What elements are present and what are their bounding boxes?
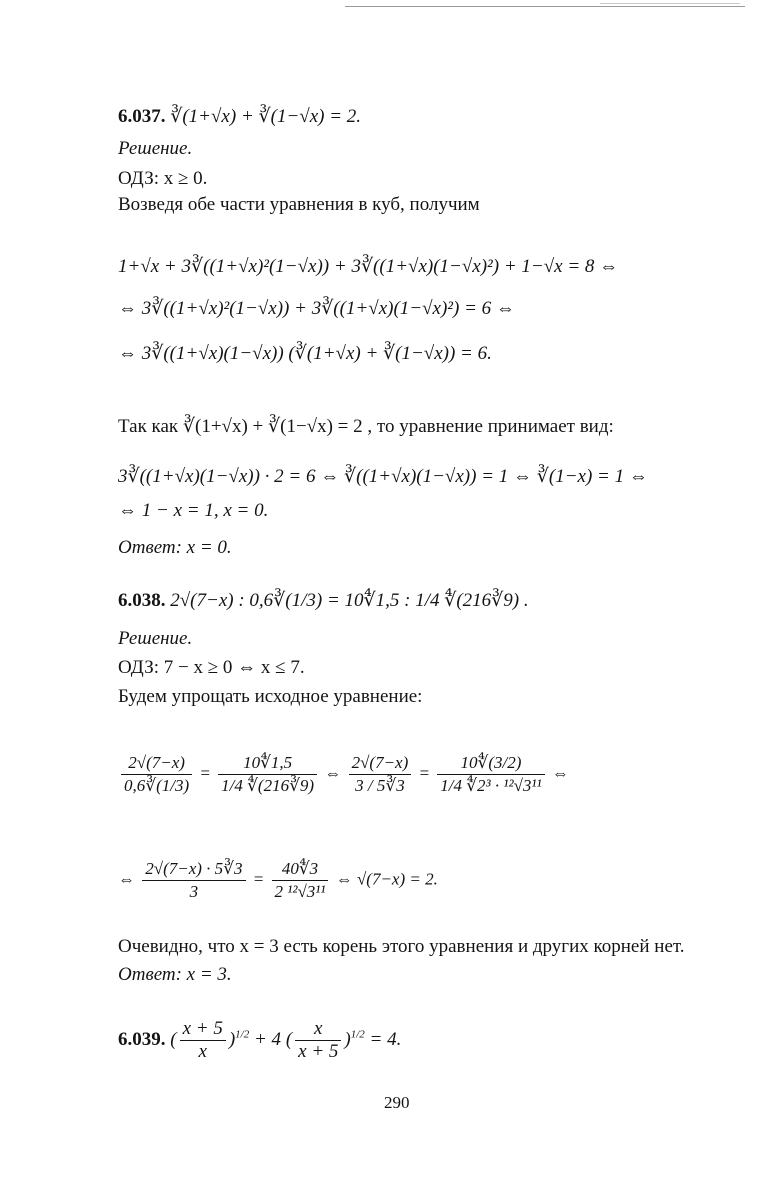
problem-6037-statement <box>118 106 361 128</box>
equivalence-sign: ⇔ <box>324 763 342 783</box>
problem-6038-odz: ОДЗ: 7 − x ≥ 0 ⇔ x ≤ 7. <box>118 657 305 678</box>
fraction-8-denominator: x + 5 <box>295 1040 341 1063</box>
equals-sign: = <box>252 869 265 889</box>
equals-sign: = <box>418 763 430 783</box>
problem-6037-step3: ⇔ 3∛((1+√x)(1−√x)) (∛(1+√x) + ∛(1−√x)) = 6. <box>118 343 492 364</box>
problem-6037-answer-label: Ответ: <box>118 537 182 558</box>
fraction-8-numerator: x <box>314 1018 323 1039</box>
equivalence-sign: ⇔ <box>118 869 135 889</box>
fraction-2-denominator: 1/4 ∜(216∛9) <box>218 774 317 797</box>
fraction-7-numerator: x + 5 <box>182 1018 223 1039</box>
problem-6037-answer-value: x = 0. <box>186 537 232 558</box>
fraction-7 <box>180 1018 226 1063</box>
fraction-6 <box>272 858 329 903</box>
problem-6039-rhs: = 4. <box>369 1028 402 1050</box>
problem-6038-result: √(7−x) = 2. <box>356 869 438 889</box>
fraction-4-denominator: 1/4 ∜2³ · ¹²√3¹¹ <box>437 774 544 797</box>
problem-6038-intro: Будем упрощать исходное уравнение: <box>118 686 423 707</box>
problem-6039-statement <box>118 1018 401 1063</box>
problem-6039-label: 6.039. <box>118 1028 166 1050</box>
equals-sign: = <box>199 763 211 783</box>
problem-6037-step5: ⇔ 1 − x = 1, x = 0. <box>118 500 269 521</box>
fraction-7-denominator: x <box>180 1040 226 1063</box>
problem-6037-answer <box>118 537 232 559</box>
fraction-6-numerator: 40∜3 <box>281 859 319 878</box>
fraction-2 <box>218 752 317 797</box>
equivalence-sign: ⇔ <box>551 763 569 783</box>
fraction-1 <box>121 752 192 797</box>
plus-four: + 4 <box>253 1028 282 1050</box>
problem-6037-intro: Возведя обе части уравнения в куб, получим <box>118 194 480 215</box>
problem-6037-step4: 3∛((1+√x)(1−√x)) · 2 = 6 ⇔ ∛((1+√x)(1−√x)) = 1 ⇔ ∛(1−x) = 1 ⇔ <box>118 466 648 487</box>
fraction-3-denominator: 3 / 5∛3 <box>349 774 412 797</box>
problem-6037-step2: ⇔ 3∛((1+√x)²(1−√x)) + 3∛((1+√x)(1−√x)²) = 6 ⇔ <box>118 298 515 319</box>
fraction-5-numerator: 2√(7−x) · 5∛3 <box>145 859 243 878</box>
fraction-8 <box>295 1018 341 1063</box>
top-rule-short <box>600 3 740 4</box>
problem-6038-answer-value: x = 3. <box>186 964 232 985</box>
exponent-1: 1/2 <box>235 1028 250 1041</box>
fraction-1-denominator: 0,6∛(1/3) <box>121 774 192 797</box>
fraction-5 <box>142 858 245 903</box>
problem-6037-solution-label: Решение. <box>118 138 193 159</box>
fraction-4-numerator: 10∜(3/2) <box>460 753 522 772</box>
problem-6038-fraction-row-1 <box>118 752 569 797</box>
fraction-6-denominator: 2 ¹²√3¹¹ <box>272 880 329 903</box>
problem-6038-statement <box>118 590 529 612</box>
fraction-3-numerator: 2√(7−x) <box>351 753 409 772</box>
fraction-5-denominator: 3 <box>142 880 245 903</box>
equivalence-sign: ⇔ <box>335 869 353 889</box>
fraction-1-numerator: 2√(7−x) <box>128 753 185 772</box>
problem-6038-obvious: Очевидно, что x = 3 есть корень этого уравнения и других корней нет. <box>118 936 685 957</box>
problem-6037-odz: ОДЗ: x ≥ 0. <box>118 168 208 189</box>
problem-6038-label: 6.038. <box>118 590 166 611</box>
problem-6037-equation: ∛(1+√x) + ∛(1−√x) = 2. <box>170 106 362 127</box>
problem-6038-equation: 2√(7−x) : 0,6∛(1/3) = 10∜1,5 : 1/4 ∜(216∛9) . <box>170 590 529 611</box>
page-number: 290 <box>384 1093 410 1112</box>
top-rule <box>345 6 745 7</box>
fraction-2-numerator: 10∜1,5 <box>243 753 293 772</box>
fraction-4 <box>437 752 544 797</box>
problem-6037-since-text: Так как ∛(1+√x) + ∛(1−√x) = 2 , то уравнение принимает вид: <box>118 416 614 437</box>
problem-6039-equation: ( $\frac{x + 5}{x}$ )$^{1/2}$ + 4 ( $\frac{x}{x + 5}$ )$^{1/2}$ = 4. <box>170 1018 402 1062</box>
problem-6038-answer <box>118 964 232 986</box>
problem-6037-step1: 1+√x + 3∛((1+√x)²(1−√x)) + 3∛((1+√x)(1−√x)²) + 1−√x = 8 ⇔ <box>118 256 619 277</box>
problem-6038-fraction-row-2 <box>118 858 438 903</box>
problem-6038-solution-label: Решение. <box>118 628 193 649</box>
exponent-2: 1/2 <box>350 1028 365 1041</box>
problem-6037-label: 6.037. <box>118 106 166 127</box>
fraction-3 <box>349 752 412 797</box>
problem-6038-answer-label: Ответ: <box>118 964 182 985</box>
